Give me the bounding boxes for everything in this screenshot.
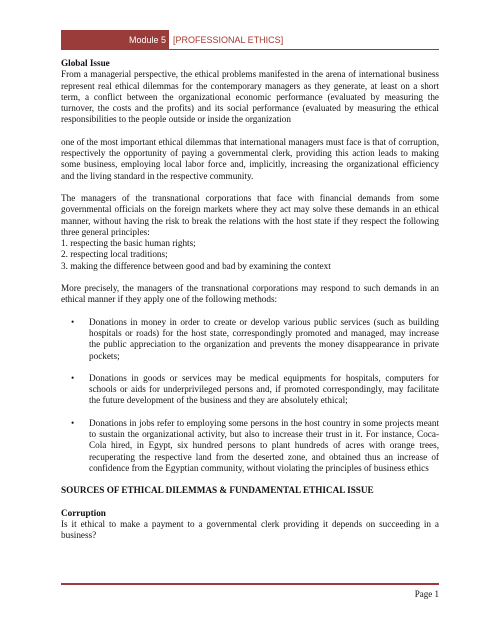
paragraph-1: From a managerial perspective, the ethical problems manifested in the arena of international business represent real ethical dilemmas for the contemporary managers as they generate, at least on a short term, a conflict between the organizational economic performance (evaluated by measuring the turnover, the costs and the profits) and its social performance (evaluated by measuring the ethical responsibilities to the people outside or inside the organization — [61, 69, 439, 125]
heading-corruption: Corruption — [61, 507, 106, 518]
method-item — [61, 418, 439, 474]
method-item — [61, 317, 439, 362]
paragraph-3: The managers of the transnational corporations that face with financial demands from some governmental officials on the foreign markets where they act may solve these demands in an ethical manner, without having the risk to break the relations with the host state if they respect the following three general principles: — [61, 192, 439, 237]
footer-rule — [61, 583, 439, 585]
section-heading: SOURCES OF ETHICAL DILEMMAS & FUNDAMENTAL ETHICAL ISSUE — [61, 485, 374, 496]
methods-list — [61, 317, 439, 475]
paragraph-5: Is it ethical to make a payment to a governmental clerk providing it depends on succeeding in a business? — [61, 518, 439, 541]
heading-global-issue: Global Issue — [61, 58, 110, 68]
paragraph-2: one of the most important ethical dilemmas that international managers must face is that of corruption, respectively the opportunity of paying a governmental clerk, providing this action leads to making some business, employing local labor force and, implicitly, increasing the organizational efficiency and the living standard in the respective community. — [61, 136, 439, 181]
method-text: Donations in jobs refer to employing some persons in the host country in some projects meant to sustain the organizational activity, but also to increase their trust in it. For instance, Coca-Cola hired, in Egypt, six hundred persons to plant hundreds of acres with orange trees, recuperating the respective land from the deserted zone, and obtained thus an increase of confidence from the Egyptian community, without violating the principles of business ethics — [89, 417, 439, 473]
method-text: Donations in money in order to create or develop various public services (such as building hospitals or roads) for the host state, correspondingly promoted and managed, may increase the public appreciation to the organization and prevents the money disappearance in private pockets; — [89, 316, 439, 361]
method-item — [61, 373, 439, 407]
module-label: Module 5 — [61, 30, 169, 50]
principle-item: 1. respecting the basic human rights; — [61, 238, 196, 249]
principle-item: 3. making the difference between good and bad by examining the context — [61, 260, 331, 271]
page-number: Page 1 — [414, 589, 439, 599]
method-text: Donations in goods or services may be medical equipments for hospitals, computers for schools or aids for underprivileged persons and, if promoted correspondingly, may facilitate the future development of the business and they are absolutely ethical; — [89, 372, 439, 406]
bullet-icon: • — [71, 372, 75, 383]
bullet-icon: • — [71, 316, 75, 327]
principle-item: 2. respecting local traditions; — [61, 249, 168, 260]
header-rule — [61, 49, 439, 50]
bullet-icon: • — [71, 417, 75, 428]
document-title: [PROFESSIONAL ETHICS] — [173, 35, 284, 45]
principles-list — [61, 238, 439, 272]
page-header — [61, 30, 439, 50]
page-content — [61, 58, 439, 552]
paragraph-4: More precisely, the managers of the transnational corporations may respond to such demands in an ethical manner if they apply one of the following methods: — [61, 283, 439, 305]
